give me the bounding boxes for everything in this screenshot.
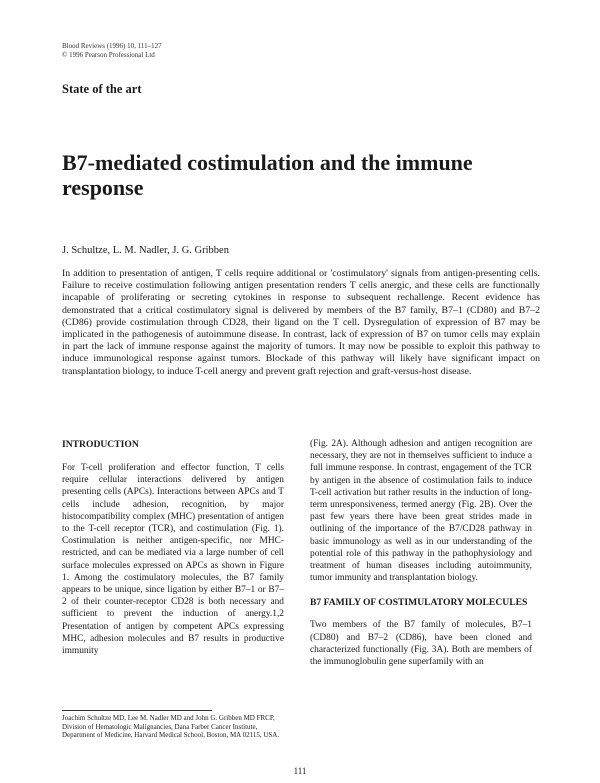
introduction-text: For T-cell proliferation and effector function, T cells require cellular interactions delivered by antigen presenting cells (APCs). Interactions between APCs and T cells include adhesion, recognition, by major histocompatibility complex (MHC) presentation of antigen to the T-cell receptor (TCR), and costimulation (Fig. 1). Costimulation is neither antigen-specific, nor MHC-restricted, and can be mediated via a large number of cell surface molecules expressed on APCs as shown in Figure 1. Among the costimulatory molecules, the B7 family appears to be unique, since ligation by either B7–1 or B7–2 of their counter-receptor CD28 is both necessary and sufficient to prevent the induction of anergy.1,2 Presentation of antigen by competent APCs expressing MHC, adhesion molecules and B7 results in productive immunity — [62, 463, 284, 657]
author-list: J. Schultze, L. M. Nadler, J. G. Gribben — [62, 245, 229, 256]
copyright-line: © 1996 Pearson Professional Ltd — [62, 51, 155, 59]
section-label: State of the art — [62, 82, 142, 96]
journal-reference: Blood Reviews (1996) 10, 111–127 — [62, 42, 162, 50]
right-column — [310, 438, 532, 668]
journal-header — [62, 42, 162, 60]
introduction-heading: INTRODUCTION — [62, 439, 139, 450]
article-title: B7-mediated costimulation and the immune response — [62, 150, 473, 200]
b7-family-text: Two members of the B7 family of molecules, B7–1 (CD80) and B7–2 (CD86), have been cloned and characterized functionally (Fig. 3A). Both are members of the immunoglobulin gene superfamily with an — [310, 620, 532, 668]
page-number: 111 — [293, 766, 307, 776]
author-affiliation — [62, 714, 284, 740]
left-column — [62, 438, 284, 657]
affiliation-text: Joachim Schultze MD, Lee M. Nadler MD and John G. Gribben MD FRCP, Division of Hematologic Malignancies, Dana Farber Cancer Institute, Department of Medicine, Harvard Medical School, Boston, MA 02115, USA. — [62, 714, 280, 740]
footnote-rule — [62, 710, 212, 711]
introduction-continuation: (Fig. 2A). Although adhesion and antigen recognition are necessary, they are not in themselves sufficient to induce a full immune response. In contrast, engagement of the TCR by antigen in the absence of costimulation fails to induce T-cell activation but rather results in the induction of long-term unresponsiveness, termed anergy (Fig. 2B). Over the past few years there have been great strides made in outlining of the importance of the B7/CD28 pathway in basic immunology as well as in our understanding of the potential role of this pathway in the pathophysiology and treatment of human diseases including autoimmunity, tumor immunity and transplantation biology. — [310, 439, 532, 584]
b7-family-heading: B7 FAMILY OF COSTIMULATORY MOLECULES — [310, 597, 528, 609]
abstract: In addition to presentation of antigen, T cells require additional or 'costimulatory' signals from antigen-presenting cells. Failure to receive costimulation following antigen presentation renders T cells anergic, and these cells are functionally incapable of proliferating or secreting cytokines in response to subsequent rechallenge. Recent evidence has demonstrated that a critical costimulatory signal is delivered by members of the B7 family, B7–1 (CD80) and B7–2 (CD86) provide costimulation through CD28, their ligand on the T cell. Dysregulation of expression of B7 may be implicated in the pathogenesis of autoimmune disease. In contrast, lack of expression of B7 on tumor cells may explain in part the lack of immune response against the majority of tumors. It may now be possible to exploit this pathway to induce immunological response against tumors. Blockade of this pathway will likely have significant impact on transplantation biology, to induce T-cell anergy and prevent graft rejection and graft-versus-host disease. — [62, 268, 540, 377]
